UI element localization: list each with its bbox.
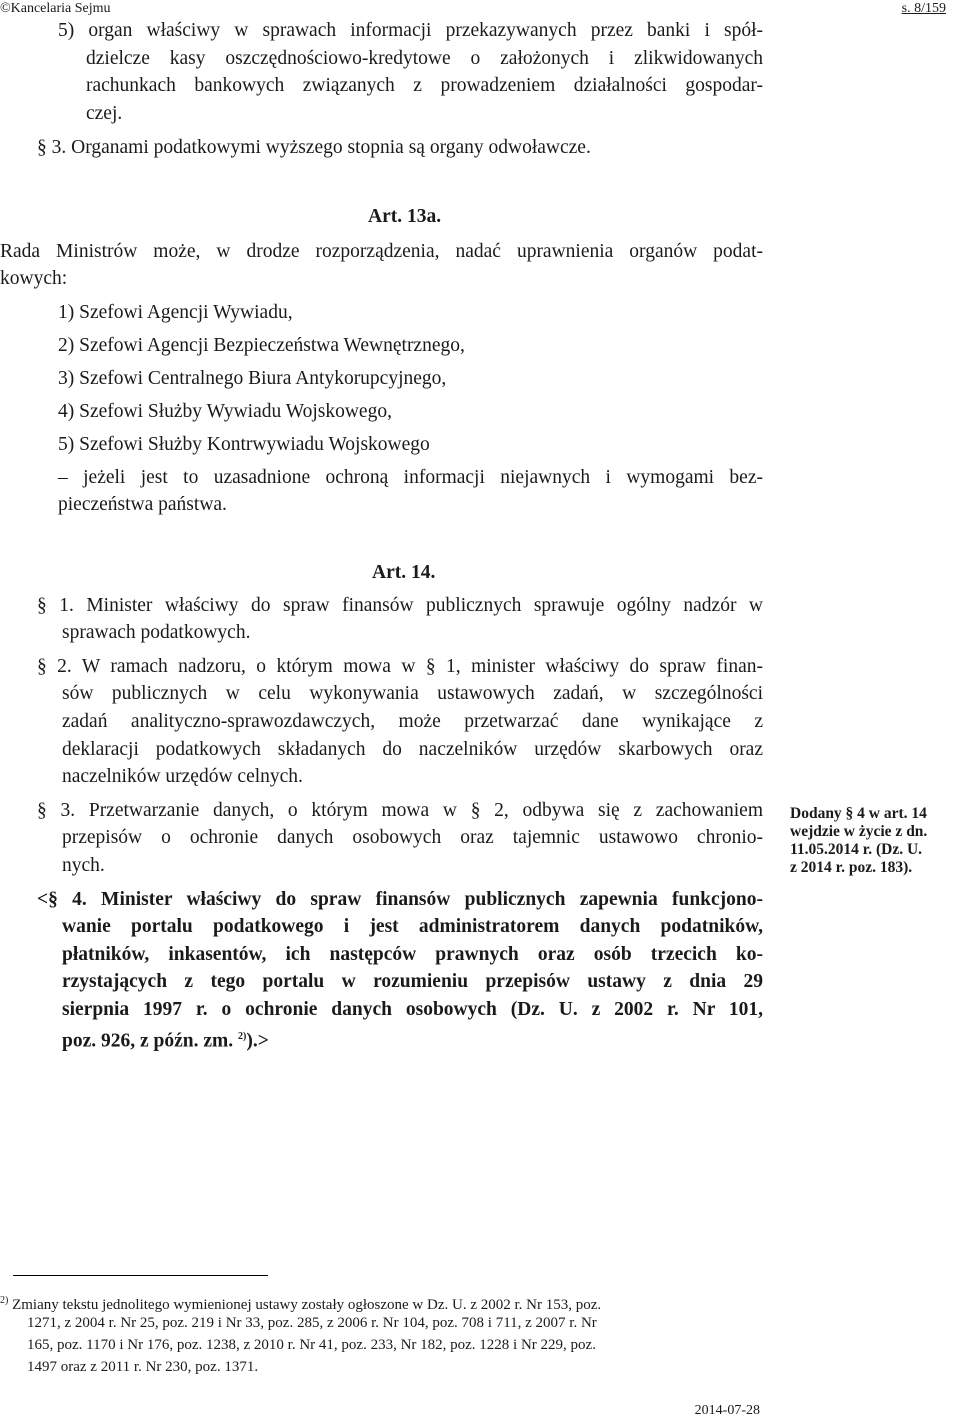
art-13a-item-3: 3) Szefowi Centralnego Biura Antykorupcyjnego, — [58, 368, 447, 389]
footer-date: 2014-07-28 — [694, 1403, 760, 1418]
art-14-s1-line-2: sprawach podatkowych. — [62, 622, 251, 643]
art-13a-item-2: 2) Szefowi Agencji Bezpieczeństwa Wewnętrznego, — [58, 335, 465, 356]
art-14-s4-line-4: rzystających z tego portalu w rozumieniu przepisów ustawy z dnia 29 — [62, 971, 763, 992]
para5-line-1: 5) organ właściwy w sprawach informacji przekazywanych przez banki i spół- — [58, 20, 763, 41]
section-3-text: § 3. Organami podatkowymi wyższego stopnia są organy odwoławcze. — [37, 137, 591, 158]
art-14-s3-line-3: nych. — [62, 855, 105, 876]
margin-note-line-4: z 2014 r. poz. 183). — [790, 859, 913, 876]
footnote-line-2: 1271, z 2004 r. Nr 25, poz. 219 i Nr 33, poz. 285, z 2006 r. Nr 104, poz. 708 i 711, z 2007 r. Nr — [27, 1315, 597, 1331]
para5-line-4: czej. — [86, 103, 123, 124]
footnote-line-3: 165, poz. 1170 i Nr 176, poz. 1238, z 2010 r. Nr 41, poz. 233, Nr 182, poz. 1228 i Nr 229, poz. — [27, 1337, 596, 1353]
footnote-ref-2[interactable]: 2) — [238, 1031, 247, 1042]
art-14-s4-line-1: <§ 4. Minister właściwy do spraw finansów publicznych zapewnia funkcjono- — [37, 889, 763, 910]
art-13a-intro-line-1: Rada Ministrów może, w drodze rozporządzenia, nadać uprawnienia organów podat- — [0, 241, 763, 262]
art-14-s4-line-6-text: poz. 926, z późn. zm. — [62, 1030, 234, 1052]
footnote-text-1: Zmiany tekstu jednolitego wymienionej ustawy zostały ogłoszone w Dz. U. z 2002 r. Nr 153, poz. — [12, 1297, 602, 1313]
art-14-s3-line-1: § 3. Przetwarzanie danych, o którym mowa w § 2, odbywa się z zachowaniem — [37, 800, 763, 821]
art-13a-closing-line-1: – jeżeli jest to uzasadnione ochroną informacji niejawnych i wymogami bez- — [58, 467, 763, 488]
art-14-s2-line-1: § 2. W ramach nadzoru, o którym mowa w § 1, minister właściwy do spraw finan- — [37, 656, 763, 677]
footnote-divider — [13, 1275, 268, 1276]
art-14-s4-line-6 — [62, 1023, 269, 1055]
footnote-line-1 — [0, 1291, 601, 1315]
art-13a-closing-line-2: pieczeństwa państwa. — [58, 494, 227, 515]
art-14-s1-line-1: § 1. Minister właściwy do spraw finansów publicznych sprawuje ogólny nadzór w — [37, 595, 763, 616]
margin-note-line-2: wejdzie w życie z dn. — [790, 823, 928, 840]
margin-note-line-1: Dodany § 4 w art. 14 — [790, 805, 927, 822]
art-14-s4-line-2: wanie portalu podatkowego i jest administratorem danych podatników, — [62, 916, 763, 937]
art-14-s4-line-6-end: ).> — [246, 1030, 269, 1052]
art-14-s3-line-2: przepisów o ochronie danych osobowych oraz tajemnic ustawowo chronio- — [62, 827, 763, 848]
art-14-s2-line-2: sów publicznych w celu wykonywania ustawowych zadań, w szczególności — [62, 683, 763, 704]
para5-line-2: dzielcze kasy oszczędnościowo-kredytowe o założonych i zlikwidowanych — [86, 48, 763, 69]
art-14-s4-line-5: sierpnia 1997 r. o ochronie danych osobowych (Dz. U. z 2002 r. Nr 101, — [62, 999, 763, 1020]
art-14-s2-line-4: deklaracji podatkowych składanych do naczelników urzędów skarbowych oraz — [62, 739, 763, 760]
art-13a-heading: Art. 13a. — [368, 206, 442, 227]
art-13a-intro-line-2: kowych: — [0, 268, 68, 289]
art-14-s2-line-3: zadań analityczno-sprawozdawczych, może przetwarzać dane wynikające z — [62, 711, 763, 732]
art-14-heading: Art. 14. — [372, 562, 436, 583]
margin-note — [790, 805, 960, 877]
margin-note-line-3: 11.05.2014 r. (Dz. U. — [790, 841, 923, 858]
header-source: ©Kancelaria Sejmu — [0, 1, 111, 16]
art-13a-item-5: 5) Szefowi Służby Kontrwywiadu Wojskowego — [58, 434, 430, 455]
page-number-text: s. 8/159 — [901, 1, 946, 16]
footnote-mark: 2) — [0, 1295, 9, 1306]
header-page-number — [902, 0, 946, 18]
para5-line-3: rachunkach bankowych związanych z prowadzeniem działalności gospodar- — [86, 75, 763, 96]
art-14-s4-line-3: płatników, inkasentów, ich następców prawnych oraz osób trzecich ko- — [62, 944, 763, 965]
art-13a-item-1: 1) Szefowi Agencji Wywiadu, — [58, 302, 293, 323]
footnote-line-4: 1497 oraz z 2011 r. Nr 230, poz. 1371. — [27, 1359, 259, 1375]
art-14-s2-line-5: naczelników urzędów celnych. — [62, 766, 303, 787]
art-13a-item-4: 4) Szefowi Służby Wywiadu Wojskowego, — [58, 401, 392, 422]
